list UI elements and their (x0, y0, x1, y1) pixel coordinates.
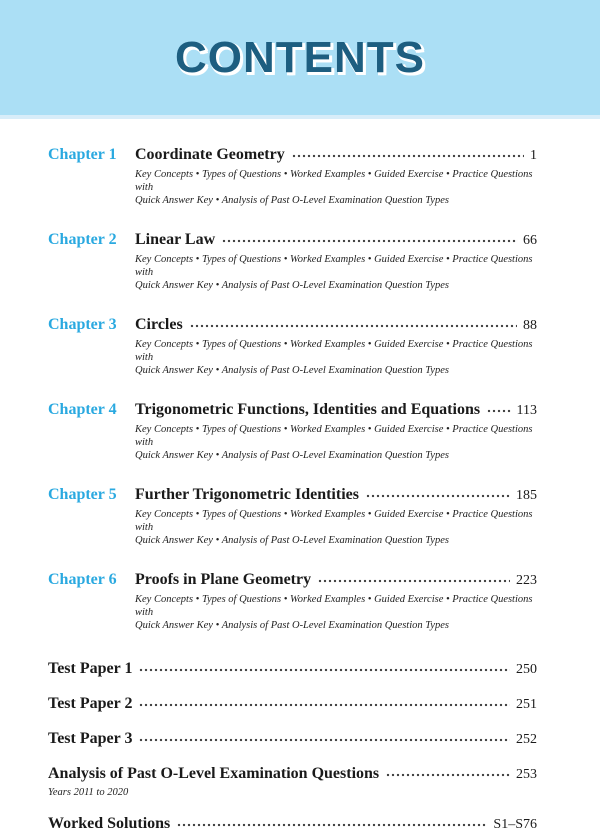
toc-line (48, 764, 537, 784)
dot-leader (487, 409, 510, 413)
chapter-title: Coordinate Geometry (135, 146, 285, 163)
dot-leader (190, 324, 517, 328)
chapter-entry (48, 485, 537, 547)
section-note: Years 2011 to 2020 (48, 787, 129, 798)
section-entry (48, 764, 537, 799)
page-number: 113 (516, 403, 537, 418)
section-entry (48, 659, 537, 679)
chapter-label: Chapter 6 (48, 571, 117, 588)
dot-leader (139, 738, 510, 742)
section-title: Test Paper 2 (48, 695, 133, 712)
toc-line (48, 659, 537, 679)
chapter-main (135, 230, 537, 292)
chapter-label: Chapter 3 (48, 316, 117, 333)
dot-leader (177, 823, 487, 827)
chapter-description (135, 168, 537, 207)
chapter-entry (48, 230, 537, 292)
chapter-description-line: Quick Answer Key • Analysis of Past O-Level Examination Question Types (135, 535, 449, 546)
page-number: 251 (516, 697, 537, 712)
page-number: 1 (530, 148, 537, 163)
toc-line (135, 485, 537, 505)
section-title: Worked Solutions (48, 815, 171, 832)
dot-leader (386, 773, 510, 777)
chapter-main (135, 485, 537, 547)
chapter-entry (48, 400, 537, 462)
chapter-description-line: Quick Answer Key • Analysis of Past O-Level Examination Question Types (135, 620, 449, 631)
chapter-title: Proofs in Plane Geometry (135, 571, 312, 588)
chapter-description (135, 338, 537, 377)
toc-line (48, 694, 537, 714)
chapter-entry (48, 145, 537, 207)
chapter-description-line: Quick Answer Key • Analysis of Past O-Level Examination Question Types (135, 365, 449, 376)
dot-leader (222, 239, 517, 243)
page-number: 223 (516, 573, 537, 588)
chapter-description-line: Key Concepts • Types of Questions • Worked Examples • Guided Exercise • Practice Questions with (135, 424, 533, 448)
page-number: 253 (516, 767, 537, 782)
chapter-description-line: Key Concepts • Types of Questions • Worked Examples • Guided Exercise • Practice Questions with (135, 169, 533, 193)
page-number: S1–S76 (493, 817, 537, 832)
toc-line (135, 315, 537, 335)
page-number: 250 (516, 662, 537, 677)
chapter-title: Further Trigonometric Identities (135, 486, 359, 503)
dot-leader (139, 668, 510, 672)
toc-line (135, 145, 537, 165)
chapter-main (135, 570, 537, 632)
chapter-title: Linear Law (135, 231, 216, 248)
page-number: 185 (516, 488, 537, 503)
chapter-description (135, 253, 537, 292)
section-title: Test Paper 3 (48, 730, 133, 747)
toc-line (135, 570, 537, 590)
dot-leader (292, 154, 524, 158)
chapter-entry (48, 315, 537, 377)
toc-line (48, 814, 537, 834)
section-entry (48, 694, 537, 714)
chapter-main (135, 400, 537, 462)
chapter-description-line: Key Concepts • Types of Questions • Worked Examples • Guided Exercise • Practice Questions with (135, 594, 533, 618)
dot-leader (318, 579, 510, 583)
contents-banner (0, 0, 600, 119)
chapter-label: Chapter 5 (48, 486, 117, 503)
page-number: 66 (523, 233, 537, 248)
chapter-description-line: Key Concepts • Types of Questions • Worked Examples • Guided Exercise • Practice Questions with (135, 509, 533, 533)
section-title: Analysis of Past O-Level Examination Questions (48, 765, 380, 782)
chapter-description-line: Quick Answer Key • Analysis of Past O-Level Examination Question Types (135, 450, 449, 461)
chapter-title: Trigonometric Functions, Identities and Equations (135, 401, 481, 418)
chapter-description-line: Key Concepts • Types of Questions • Worked Examples • Guided Exercise • Practice Questions with (135, 254, 533, 278)
section-entry (48, 729, 537, 749)
toc-line (135, 230, 537, 250)
chapter-description-line: Key Concepts • Types of Questions • Worked Examples • Guided Exercise • Practice Questions with (135, 339, 533, 363)
table-of-contents (0, 119, 600, 834)
chapter-main (135, 145, 537, 207)
page-number: 252 (516, 732, 537, 747)
chapter-label: Chapter 2 (48, 231, 117, 248)
chapter-description-line: Quick Answer Key • Analysis of Past O-Level Examination Question Types (135, 195, 449, 206)
dot-leader (139, 703, 510, 707)
page-number: 88 (523, 318, 537, 333)
toc-line (48, 729, 537, 749)
toc-line (135, 400, 537, 420)
chapter-title: Circles (135, 316, 183, 333)
chapter-entry (48, 570, 537, 632)
chapter-main (135, 315, 537, 377)
section-title: Test Paper 1 (48, 660, 133, 677)
dot-leader (366, 494, 510, 498)
chapter-description (135, 593, 537, 632)
chapter-label: Chapter 1 (48, 146, 117, 163)
chapter-label: Chapter 4 (48, 401, 117, 418)
chapter-description (135, 508, 537, 547)
page-title: CONTENTS (175, 32, 425, 82)
chapter-description (135, 423, 537, 462)
chapter-description-line: Quick Answer Key • Analysis of Past O-Level Examination Question Types (135, 280, 449, 291)
section-entry (48, 814, 537, 834)
